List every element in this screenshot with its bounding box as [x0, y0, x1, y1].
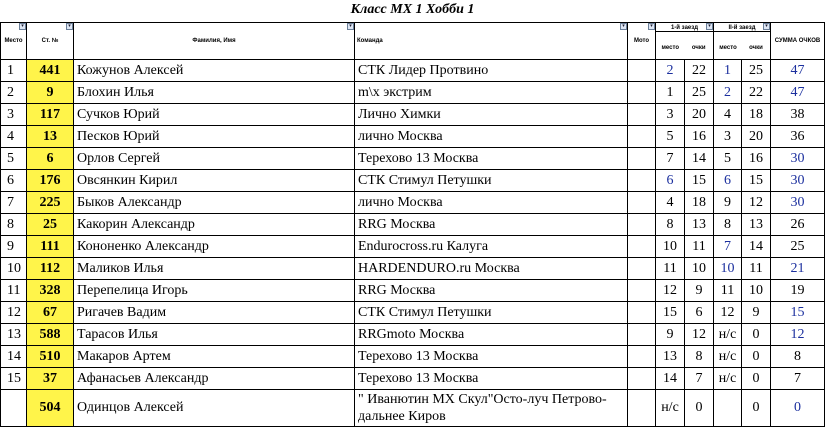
- moto-cell[interactable]: [628, 258, 656, 280]
- team-cell[interactable]: RRG Москва: [355, 280, 628, 302]
- name-cell[interactable]: Песков Юрий: [74, 126, 355, 148]
- number-cell[interactable]: 9: [27, 82, 74, 104]
- race-2-place-cell[interactable]: 4: [714, 104, 742, 126]
- header-place[interactable]: Место ▾: [1, 23, 27, 60]
- filter-dropdown-icon[interactable]: ▾: [347, 23, 354, 30]
- name-cell[interactable]: Перепелица Игорь: [74, 280, 355, 302]
- total-cell[interactable]: 25: [771, 236, 825, 258]
- race-2-points-cell[interactable]: 12: [742, 192, 771, 214]
- moto-cell[interactable]: [628, 148, 656, 170]
- name-cell[interactable]: Сучков Юрий: [74, 104, 355, 126]
- place-cell[interactable]: [1, 390, 27, 427]
- filter-dropdown-icon[interactable]: ▾: [648, 23, 655, 30]
- race-2-points-cell[interactable]: 11: [742, 258, 771, 280]
- race-1-place-cell[interactable]: 2: [656, 60, 685, 82]
- race-2-points-cell[interactable]: 20: [742, 126, 771, 148]
- name-cell[interactable]: Овсянкин Кирил: [74, 170, 355, 192]
- header-team[interactable]: Команда ▾: [355, 23, 628, 60]
- place-cell[interactable]: 1: [1, 60, 27, 82]
- total-cell[interactable]: 8: [771, 346, 825, 368]
- filter-dropdown-icon[interactable]: ▾: [620, 23, 627, 30]
- team-cell[interactable]: СТК Лидер Протвино: [355, 60, 628, 82]
- table-row: [1, 280, 825, 302]
- team-cell[interactable]: Терехово 13 Москва: [355, 148, 628, 170]
- moto-cell[interactable]: [628, 82, 656, 104]
- name-cell[interactable]: Кононенко Александр: [74, 236, 355, 258]
- race-1-points-cell[interactable]: 12: [685, 324, 714, 346]
- team-cell[interactable]: RRG Москва: [355, 214, 628, 236]
- header-name[interactable]: Фамилия, Имя ▾: [74, 23, 355, 60]
- race-1-points-cell[interactable]: 14: [685, 148, 714, 170]
- moto-cell[interactable]: [628, 214, 656, 236]
- race-2-place-cell[interactable]: 9: [714, 192, 742, 214]
- moto-cell[interactable]: [628, 192, 656, 214]
- race-1-place-cell[interactable]: 3: [656, 104, 685, 126]
- moto-cell[interactable]: [628, 236, 656, 258]
- moto-cell[interactable]: [628, 170, 656, 192]
- race-1-points-cell[interactable]: 22: [685, 60, 714, 82]
- moto-cell[interactable]: [628, 390, 656, 427]
- race-2-place-cell[interactable]: 5: [714, 148, 742, 170]
- race-2-points-cell[interactable]: 0: [742, 324, 771, 346]
- total-cell[interactable]: 21: [771, 258, 825, 280]
- total-cell[interactable]: 47: [771, 60, 825, 82]
- team-cell[interactable]: " Иванютин МХ Скул"Осто-луч Петрово-дальнее Киров: [355, 390, 628, 427]
- place-cell[interactable]: 3: [1, 104, 27, 126]
- race-2-points-cell[interactable]: 0: [742, 368, 771, 390]
- race-1-place-cell[interactable]: 5: [656, 126, 685, 148]
- name-cell[interactable]: Ригачев Вадим: [74, 302, 355, 324]
- race-2-place-cell[interactable]: 3: [714, 126, 742, 148]
- race-2-place-cell[interactable]: 10: [714, 258, 742, 280]
- number-cell[interactable]: 328: [27, 280, 74, 302]
- place-cell[interactable]: 2: [1, 82, 27, 104]
- race-1-place-cell[interactable]: 8: [656, 214, 685, 236]
- place-cell[interactable]: 13: [1, 324, 27, 346]
- race-2-place-cell[interactable]: 6: [714, 170, 742, 192]
- race-2-points-cell[interactable]: 16: [742, 148, 771, 170]
- total-cell[interactable]: 7: [771, 368, 825, 390]
- table-row: [1, 170, 825, 192]
- race-2-place-header: место: [719, 45, 737, 51]
- race-1-points-cell[interactable]: 9: [685, 280, 714, 302]
- race-1-place-cell[interactable]: 11: [656, 258, 685, 280]
- race-1-place-cell[interactable]: 6: [656, 170, 685, 192]
- team-cell[interactable]: Endurocross.ru Калуга: [355, 236, 628, 258]
- header-number[interactable]: Ст. № ▾: [27, 23, 74, 60]
- number-cell[interactable]: 176: [27, 170, 74, 192]
- page-title: Класс МХ 1 Хобби 1: [350, 2, 475, 17]
- name-cell[interactable]: Кожунов Алексей: [74, 60, 355, 82]
- team-cell[interactable]: СТК Стимул Петушки: [355, 302, 628, 324]
- table-row: [1, 236, 825, 258]
- race-2-place-cell[interactable]: 8: [714, 214, 742, 236]
- race-2-label: II-й заезд: [714, 25, 770, 32]
- moto-cell[interactable]: [628, 324, 656, 346]
- number-cell[interactable]: 67: [27, 302, 74, 324]
- table-row: [1, 148, 825, 170]
- total-cell[interactable]: 30: [771, 192, 825, 214]
- header-race-2[interactable]: [714, 23, 771, 60]
- race-2-points-cell[interactable]: 0: [742, 390, 771, 427]
- place-cell[interactable]: 9: [1, 236, 27, 258]
- table-row: [1, 302, 825, 324]
- race-1-place-cell[interactable]: 12: [656, 280, 685, 302]
- place-cell[interactable]: 14: [1, 346, 27, 368]
- race-1-place-cell[interactable]: 15: [656, 302, 685, 324]
- race-1-place-cell[interactable]: 13: [656, 346, 685, 368]
- race-1-place-cell[interactable]: 9: [656, 324, 685, 346]
- filter-dropdown-icon[interactable]: ▾: [66, 23, 73, 30]
- team-cell[interactable]: RRGmoto Москва: [355, 324, 628, 346]
- table-row: [1, 346, 825, 368]
- number-cell[interactable]: 225: [27, 192, 74, 214]
- number-cell[interactable]: 117: [27, 104, 74, 126]
- race-2-points-cell[interactable]: 18: [742, 104, 771, 126]
- race-1-place-cell[interactable]: 10: [656, 236, 685, 258]
- total-cell[interactable]: 30: [771, 148, 825, 170]
- number-cell[interactable]: 37: [27, 368, 74, 390]
- table-row: [1, 368, 825, 390]
- filter-dropdown-icon[interactable]: ▾: [19, 23, 26, 30]
- table-row: [1, 104, 825, 126]
- table-row: [1, 126, 825, 148]
- total-cell[interactable]: 0: [771, 390, 825, 427]
- race-1-points-cell[interactable]: 18: [685, 192, 714, 214]
- name-cell[interactable]: Тарасов Илья: [74, 324, 355, 346]
- number-cell[interactable]: 510: [27, 346, 74, 368]
- number-cell[interactable]: 111: [27, 236, 74, 258]
- place-cell[interactable]: 6: [1, 170, 27, 192]
- race-1-points-cell[interactable]: 20: [685, 104, 714, 126]
- moto-cell[interactable]: [628, 126, 656, 148]
- name-cell[interactable]: Макаров Артем: [74, 346, 355, 368]
- race-1-place-cell[interactable]: 14: [656, 368, 685, 390]
- number-cell[interactable]: 25: [27, 214, 74, 236]
- moto-cell[interactable]: [628, 60, 656, 82]
- race-1-place-cell[interactable]: 1: [656, 82, 685, 104]
- race-2-points-cell[interactable]: 0: [742, 346, 771, 368]
- table-row: [1, 324, 825, 346]
- race-2-place-cell[interactable]: 11: [714, 280, 742, 302]
- race-1-points-cell[interactable]: 0: [685, 390, 714, 427]
- moto-cell[interactable]: [628, 302, 656, 324]
- team-cell[interactable]: лично Москва: [355, 126, 628, 148]
- moto-cell[interactable]: [628, 368, 656, 390]
- name-cell[interactable]: Быков Александр: [74, 192, 355, 214]
- race-2-place-cell[interactable]: н/с: [714, 368, 742, 390]
- race-1-points-cell[interactable]: 6: [685, 302, 714, 324]
- name-cell[interactable]: Маликов Илья: [74, 258, 355, 280]
- name-cell[interactable]: Афанасьев Александр: [74, 368, 355, 390]
- place-cell[interactable]: 4: [1, 126, 27, 148]
- race-2-points-cell[interactable]: 22: [742, 82, 771, 104]
- number-cell[interactable]: 504: [27, 390, 74, 427]
- race-1-points-cell[interactable]: 11: [685, 236, 714, 258]
- number-cell[interactable]: 588: [27, 324, 74, 346]
- table-row: [1, 60, 825, 82]
- total-cell[interactable]: 36: [771, 126, 825, 148]
- race-2-place-cell[interactable]: 1: [714, 60, 742, 82]
- race-1-place-cell[interactable]: н/с: [656, 390, 685, 427]
- total-cell[interactable]: 30: [771, 170, 825, 192]
- race-2-place-cell[interactable]: н/с: [714, 324, 742, 346]
- team-cell[interactable]: HARDENDURO.ru Москва: [355, 258, 628, 280]
- race-2-points-cell[interactable]: 9: [742, 302, 771, 324]
- race-1-place-cell[interactable]: 4: [656, 192, 685, 214]
- place-cell[interactable]: 12: [1, 302, 27, 324]
- filter-dropdown-icon[interactable]: ▾: [706, 23, 713, 30]
- place-cell[interactable]: 11: [1, 280, 27, 302]
- name-cell[interactable]: Орлов Сергей: [74, 148, 355, 170]
- total-cell[interactable]: 19: [771, 280, 825, 302]
- header-total[interactable]: СУММА ОЧКОВ: [771, 23, 825, 60]
- moto-cell[interactable]: [628, 346, 656, 368]
- name-cell[interactable]: Какорин Александр: [74, 214, 355, 236]
- number-cell[interactable]: 13: [27, 126, 74, 148]
- place-cell[interactable]: 15: [1, 368, 27, 390]
- number-cell[interactable]: 441: [27, 60, 74, 82]
- race-2-place-cell[interactable]: н/с: [714, 346, 742, 368]
- race-1-points-cell[interactable]: 16: [685, 126, 714, 148]
- name-cell[interactable]: Одинцов Алексей: [74, 390, 355, 427]
- race-2-points-cell[interactable]: 25: [742, 60, 771, 82]
- race-2-points-cell[interactable]: 15: [742, 170, 771, 192]
- moto-cell[interactable]: [628, 104, 656, 126]
- moto-cell[interactable]: [628, 280, 656, 302]
- race-2-place-cell[interactable]: 12: [714, 302, 742, 324]
- race-1-place-header: место: [661, 45, 680, 51]
- race-1-points-cell[interactable]: 25: [685, 82, 714, 104]
- table-row: [1, 258, 825, 280]
- team-cell[interactable]: СТК Стимул Петушки: [355, 170, 628, 192]
- number-cell[interactable]: 6: [27, 148, 74, 170]
- table-row: [1, 214, 825, 236]
- race-1-points-cell[interactable]: 10: [685, 258, 714, 280]
- race-2-points-header: очки: [749, 45, 763, 51]
- table-row: [1, 390, 825, 427]
- total-cell[interactable]: 47: [771, 82, 825, 104]
- name-cell[interactable]: Блохин Илья: [74, 82, 355, 104]
- race-1-points-cell[interactable]: 13: [685, 214, 714, 236]
- race-1-label: 1-й заезд: [656, 25, 713, 32]
- race-1-points-cell[interactable]: 7: [685, 368, 714, 390]
- race-1-place-cell[interactable]: 7: [656, 148, 685, 170]
- race-2-place-cell[interactable]: [714, 390, 742, 427]
- race-2-place-cell[interactable]: 2: [714, 82, 742, 104]
- table-row: [1, 82, 825, 104]
- total-cell[interactable]: 26: [771, 214, 825, 236]
- race-2-place-cell[interactable]: 7: [714, 236, 742, 258]
- place-cell[interactable]: 7: [1, 192, 27, 214]
- total-cell[interactable]: 12: [771, 324, 825, 346]
- race-2-points-cell[interactable]: 14: [742, 236, 771, 258]
- place-cell[interactable]: 5: [1, 148, 27, 170]
- results-table: [0, 22, 825, 427]
- race-1-points-cell[interactable]: 8: [685, 346, 714, 368]
- race-1-points-header: очки: [691, 45, 706, 51]
- race-2-points-cell[interactable]: 10: [742, 280, 771, 302]
- place-cell[interactable]: 10: [1, 258, 27, 280]
- team-cell[interactable]: Терехово 13 Москва: [355, 346, 628, 368]
- team-cell[interactable]: Терехово 13 Москва: [355, 368, 628, 390]
- number-cell[interactable]: 112: [27, 258, 74, 280]
- race-2-points-cell[interactable]: 13: [742, 214, 771, 236]
- team-cell[interactable]: лично Москва: [355, 192, 628, 214]
- header-moto[interactable]: Мото ▾: [628, 23, 656, 60]
- team-cell[interactable]: m\x экстрим: [355, 82, 628, 104]
- team-cell[interactable]: Лично Химки: [355, 104, 628, 126]
- place-cell[interactable]: 8: [1, 214, 27, 236]
- header-row: [1, 23, 825, 60]
- race-1-points-cell[interactable]: 15: [685, 170, 714, 192]
- table-row: [1, 192, 825, 214]
- total-cell[interactable]: 38: [771, 104, 825, 126]
- header-race-1[interactable]: [656, 23, 714, 60]
- filter-dropdown-icon[interactable]: ▾: [763, 23, 770, 30]
- total-cell[interactable]: 15: [771, 302, 825, 324]
